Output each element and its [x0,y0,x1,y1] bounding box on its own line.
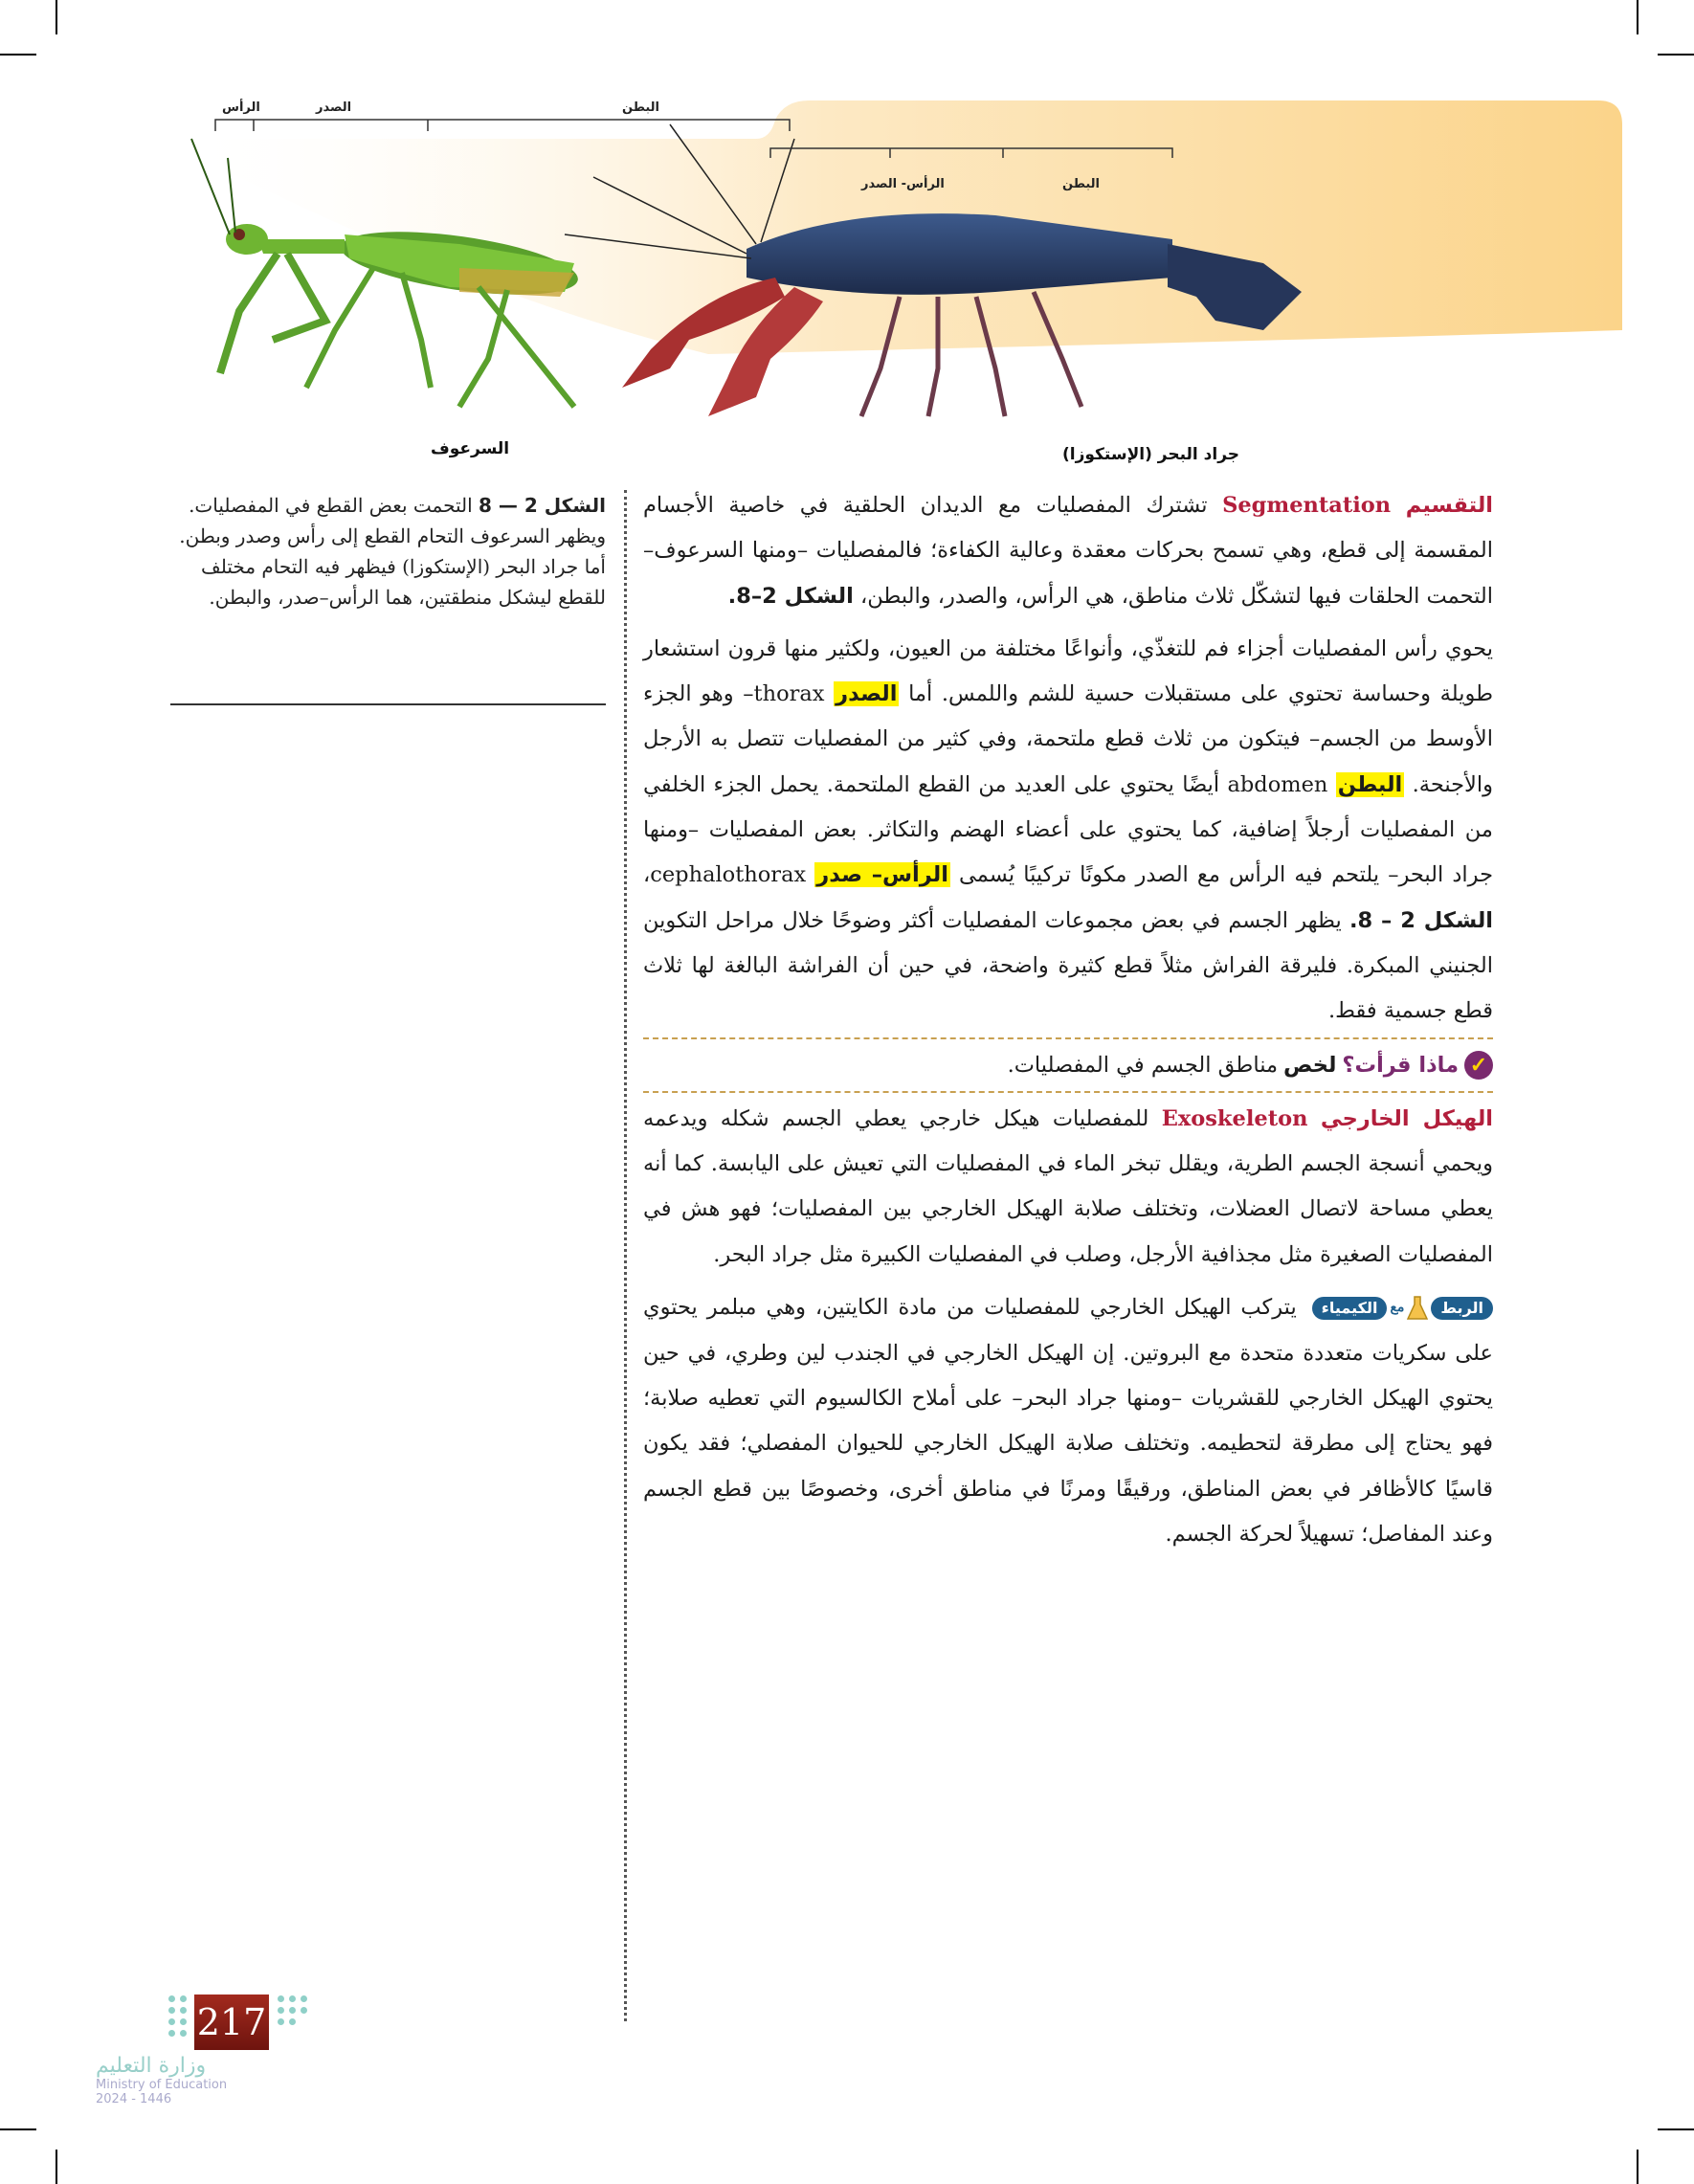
body-regions-text-c: أيضًا يحتوي على العديد من القطع الملتحمة. يحمل الجزء الخلفي من المفصليات أرجلاً إضافية، كما يحتوي على أعضاء الهضم والتكاثر. بعض المفصليات –ومنها جراد البحر– يلتحم فيه الرأس مع الصدر مكونًا تركيبًا يُسمى [643,771,1493,888]
figure-caption [170,490,606,613]
body-regions-figure-ref: الشكل 2 – 8. [1349,907,1493,933]
exoskeleton-heading-ar: الهيكل الخارجي [1320,1105,1493,1131]
mantis-name: السرعوف [431,439,510,458]
reading-check-label: ماذا قرأت؟ [1342,1052,1459,1078]
chemistry-connection-paragraph [643,1285,1493,1557]
reading-check [643,1043,1493,1088]
body-regions-text-d: يظهر الجسم في بعض مجموعات المفصليات أكثر وضوحًا خلال مراحل التكوين الجنيني المبكرة. فليرقة الفراش مثلاً قطع كثيرة واضحة، في حين أن الفراشة البالغة لها ثلاث قطع جسمية فقط. [643,907,1493,1024]
ministry-name-en: Ministry of Education [96,2078,228,2092]
reading-check-text: مناطق الجسم في المفصليات. [1007,1052,1279,1078]
edition-year: 2024 - 1446 [96,2092,172,2106]
crop-mark [1658,2128,1694,2130]
flask-icon [1407,1296,1428,1321]
reading-check-verb: لخص [1283,1052,1337,1078]
segmentation-figure-ref: الشكل 2–8. [727,583,854,609]
term-abdomen-ar: البطن [1337,771,1403,797]
mantis-label-head: الرأس [222,100,260,115]
crayfish-label-abdomen: البطن [1062,177,1101,191]
crayfish-name: جراد البحر (الإستكوزا) [1062,445,1240,464]
crop-mark [56,0,57,34]
crayfish-label-cephalothorax: الرأس- الصدر [861,177,945,191]
segmentation-heading-ar: التقسيم [1405,493,1494,518]
caption-text: التحمت بعض القطع في المفصليات. ويظهر السرعوف التحام القطع إلى رأس وصدر وبطن. أما جراد البحر (الإستكوزا) فيظهر فيه التحام مختلف للقطع ليشكل منطقتين، هما الرأس–صدر، والبطن. [179,494,606,609]
mantis-label-thorax: الصدر [316,100,352,115]
crop-mark [0,2128,36,2130]
ministry-name-ar: وزارة التعليم [96,2054,207,2078]
column-divider [624,490,627,2021]
crop-mark [0,54,36,56]
connection-label: الربط [1431,1297,1493,1320]
caption-divider [170,703,606,705]
exoskeleton-text: للمفصليات هيكل خارجي يعطي الجسم شكله ويدعمه ويحمي أنسجة الجسم الطرية، ويقلل تبخر الماء في المفصليات التي تعيش على اليابسة. كما أنه يعطي مساحة لاتصال العضلات، وتختلف صلابة الهيكل الخارجي بين المفصليات؛ فهو هش في المفصليات الصغيرة مثل مجذافية الأرجل، وصلب في المفصليات الكبيرة مثل جراد البحر. [643,1105,1493,1267]
caption-label: الشكل 2 — 8 [479,494,606,517]
exoskeleton-paragraph [643,1097,1493,1278]
mantis-label-abdomen: البطن [622,100,660,115]
exoskeleton-heading-en: Exoskeleton [1161,1105,1308,1131]
checkmark-icon: ✓ [1464,1051,1493,1080]
term-abdomen-en: abdomen [1227,771,1328,797]
term-thorax-en: thorax [753,681,825,707]
term-cephalothorax-en: cephalothorax، [643,862,807,888]
crop-mark [1637,0,1638,34]
segmentation-heading-en: Segmentation [1222,493,1392,518]
figure-banner [172,100,1622,469]
body-regions-text-b: – وهو الجزء الأوسط من الجسم– فيتكون من ثلاث قطع ملتحمة، وفي كثير من المفصليات تتصل به الأرجل والأجنحة. [643,681,1493,797]
section-divider [643,1091,1493,1093]
connection-with: مع [1390,1300,1405,1316]
main-column [643,483,1493,1557]
segmentation-text: تشترك المفصليات مع الديدان الحلقية في خاصية الأجسام المقسمة إلى قطع، وهي تسمح بحركات معقدة وعالية الكفاءة؛ فالمفصليات –ومنها السرعوف– التحمت الحلقات فيها لتشكّل ثلاث مناطق، هي الرأس، والصدر، والبطن، [643,493,1493,609]
chemistry-connection-text: يتركب الهيكل الخارجي للمفصليات من مادة الكايتين، وهي مبلمر يحتوي على سكريات متعددة متحدة مع البروتين. إن الهيكل الخارجي في الجندب لين وطري، في حين يحتوي الهيكل الخارجي للقشريات –ومنها جراد البحر– على أملاح الكالسيوم التي تعطيه صلابة؛ فهو يحتاج إلى مطرقة لتحطيمه. وتختلف صلابة الهيكل الخارجي للحيوان المفصلي؛ فقد يكون قاسيًا كالأظافر في بعض المناطق، ورقيقًا ومرنًا في مناطق أخرى، وخصوصًا بين قطع الجسم وعند المفاصل؛ تسهيلاً لحركة الجسم. [643,1295,1493,1547]
section-divider [643,1037,1493,1039]
chemistry-connection-badge [1312,1285,1493,1330]
crop-mark [1637,2150,1638,2184]
term-thorax-ar: الصدر [836,681,898,707]
figure-illustration [172,100,1622,469]
term-cephalothorax-ar: الرأس– صدر [816,862,948,888]
ministry-logo [96,2054,258,2106]
segmentation-paragraph [643,483,1493,619]
crop-mark [1658,54,1694,56]
body-regions-text-a: يحوي رأس المفصليات أجزاء فم للتغذّي، وأنواعًا مختلفة من العيون، ولكثير منها قرون استشعار طويلة وحساسة تحتوي على مستقبلات حسية للشم واللمس. أما [643,635,1493,707]
body-regions-paragraph [643,627,1493,1035]
connection-subject: الكيمياء [1312,1297,1388,1320]
crop-mark [56,2150,57,2184]
page-number: 217 [194,1995,269,2050]
